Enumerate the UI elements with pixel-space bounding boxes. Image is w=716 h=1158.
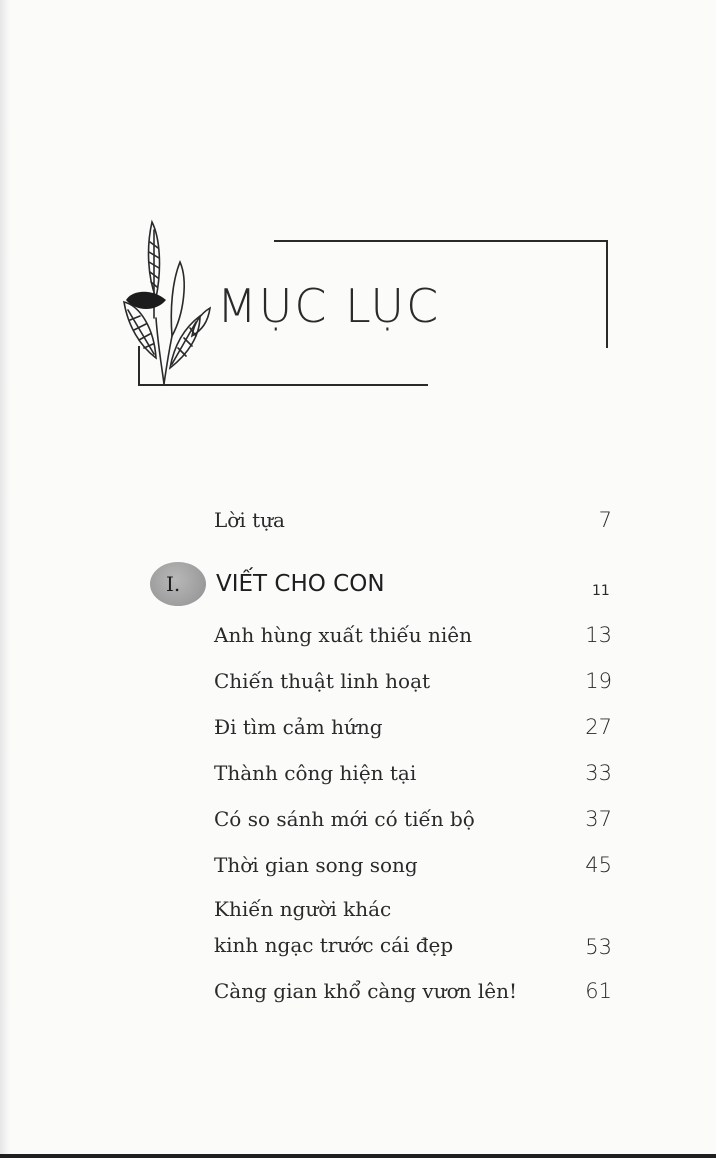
toc-entry-label: Anh hùng xuất thiếu niên <box>214 623 473 647</box>
toc-entry-page: 37 <box>585 807 612 831</box>
section-title: VIẾT CHO CON <box>216 571 385 597</box>
toc-entry-page: 61 <box>585 979 612 1003</box>
toc-entry-page: 33 <box>585 761 612 785</box>
section-page: 11 <box>592 583 610 599</box>
toc-entry-label: Lời tựa <box>214 508 285 532</box>
toc-entry-label: Có so sánh mới có tiến bộ <box>214 807 475 831</box>
toc-entry-page: 7 <box>598 508 612 532</box>
toc-entry-label: Thành công hiện tại <box>214 761 417 785</box>
toc-entry-label-line1: Khiến người khác <box>214 897 392 921</box>
page-bottom-edge <box>0 1154 716 1158</box>
toc-entry-page: 27 <box>585 715 612 739</box>
toc-entry-label-line2: kinh ngạc trước cái đẹp <box>214 933 454 957</box>
toc-entry-label: Chiến thuật linh hoạt <box>214 669 431 693</box>
toc-entry-label: Đi tìm cảm hứng <box>214 715 383 739</box>
toc-entry-page: 45 <box>585 853 612 877</box>
toc-entry-page: 19 <box>585 669 612 693</box>
toc-entry-label: Càng gian khổ càng vươn lên! <box>214 979 517 1003</box>
title-frame-right-line <box>606 240 608 348</box>
toc-entry <box>214 897 612 965</box>
toc-entry-page: 53 <box>585 935 612 959</box>
page-title: MỤC LỤC <box>217 279 441 333</box>
section-number: I. <box>166 572 181 596</box>
page-edge <box>0 0 10 1158</box>
toc-entry-page: 13 <box>585 623 612 647</box>
toc-entry-label: Thời gian song song <box>214 853 418 877</box>
feather-leaves-icon <box>118 218 218 388</box>
title-frame-top-line <box>274 240 608 242</box>
